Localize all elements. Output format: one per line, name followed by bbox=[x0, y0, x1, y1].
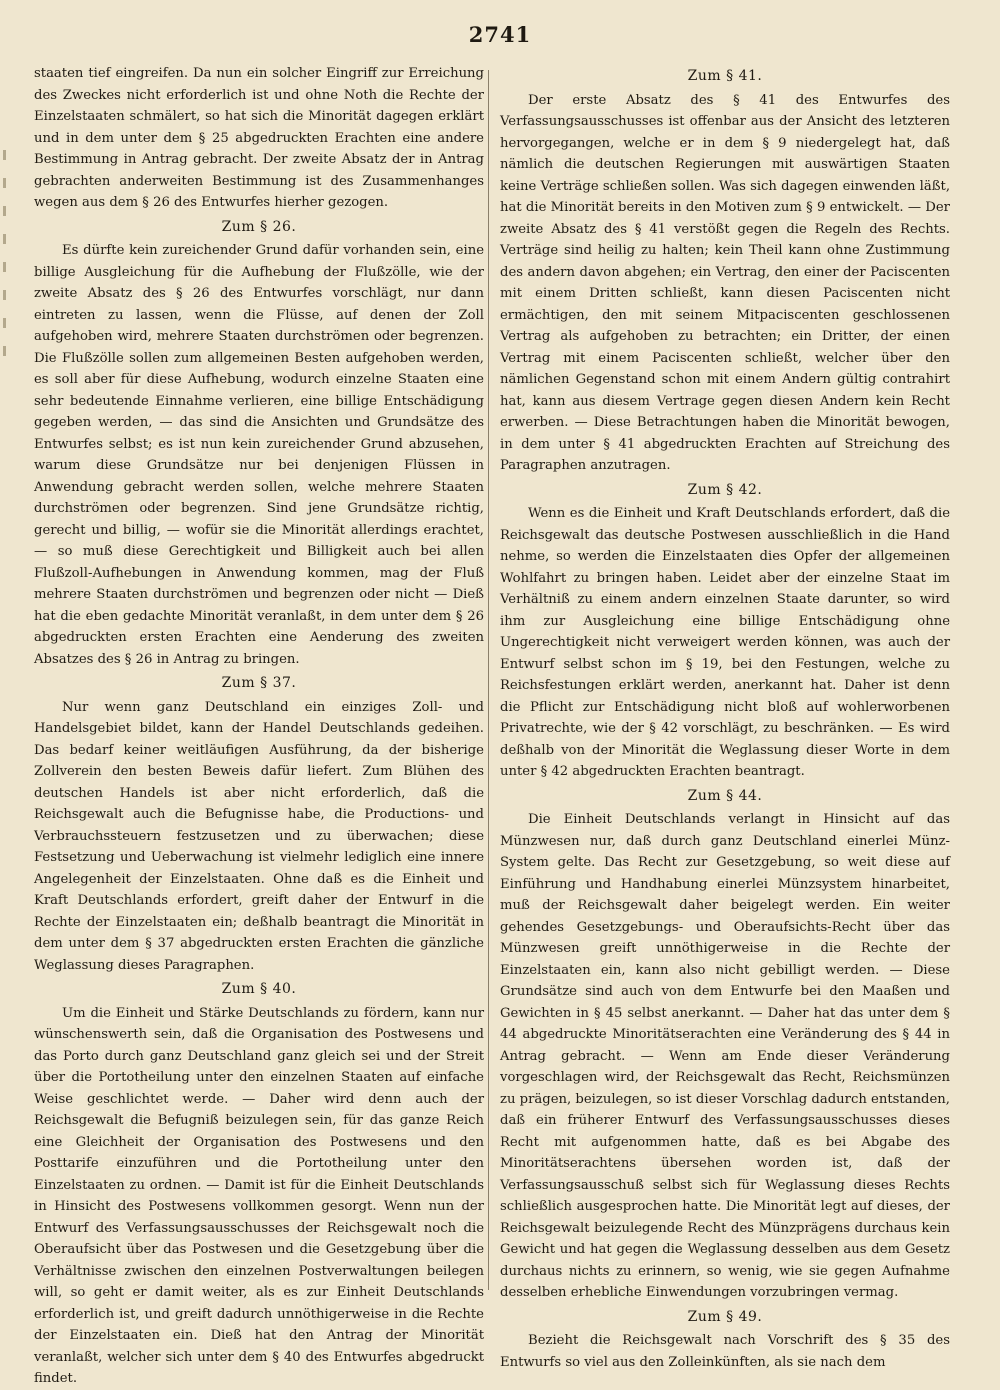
section-heading: Zum § 41. bbox=[687, 68, 763, 84]
paragraph: Der erste Absatz des § 41 des Entwurfes des Verfassungsausschusses ist offenbar aus der Ansicht des letzteren hervorgegangen, welche er in dem § 9 niedergelegt hat, daß nämlich die deutschen Regierungen mit auswärtigen Staaten keine Verträge schließen sollen. Was sich dagegen einwenden läßt, hat die Minorität bereits in den Motiven zum § 9 entwickelt. — Der zweite Absatz des § 41 verstößt gegen die Regeln des Rechts. Verträge sind heilig zu halten; kein Theil kann ohne Zustimmung des andern davon abgehen; ein Vertrag, den einer der Paciscenten mit einem Dritten schließt, kann diesen Paciscenten nicht ermächtigen, den mit seinem Mitpaciscenten geschlossenen Vertrag als aufgehoben zu betrachten; ein Dritter, der einen Vertrag mit einem Paciscenten schließt, welcher über den nämlichen Gegenstand schon mit einem Andern gültig contrahirt hat, kann aus diesem Vertrage gegen diesen Andern kein Recht erwerben. — Diese Betrachtungen haben die Minorität bewogen, in dem unter § 41 abgedruckten Erachten auf Streichung des Paragraphen anzutragen. bbox=[500, 92, 951, 473]
page-number: 2741 bbox=[468, 22, 532, 47]
scan-mark bbox=[3, 346, 6, 356]
margin-scan-marks bbox=[0, 150, 8, 670]
scan-mark bbox=[3, 206, 6, 216]
right-column bbox=[500, 63, 951, 1370]
left-column bbox=[34, 63, 484, 1386]
paragraph: Es dürfte kein zureichender Grund dafür vorhanden sein, eine billige Ausgleichung für die Aufhebung der Flußzölle, wie der zweite Absatz des § 26 des Entwurfes vorschlägt, nur dann eintreten zu lassen, wenn die Flüsse, auf denen der Zoll aufgehoben wird, mehrere Staaten durchströmen oder begrenzen. Die Flußzölle sollen zum allgemeinen Besten aufgehoben werden, es soll aber für diese Aufhebung, wodurch einzelne Staaten eine sehr bedeutende Einnahme verlieren, eine billige Entschädigung gegeben werden, — das sind die Ansichten und Grundsätze des Entwurfes selbst; es ist nun kein zureichender Grund abzusehen, warum diese Grundsätze nur bei denjenigen Flüssen in Anwendung gebracht werden sollen, welche mehrere Staaten durchströmen oder begrenzen. Sind jene Grundsätze richtig, gerecht und billig, — wofür sie die Minorität allerdings erachtet, — so muß diese Gerechtigkeit und Billigkeit auch bei allen Flußzoll-Aufhebungen in Anwendung kommen, mag der Fluß mehrere Staaten durchströmen und begrenzen oder nicht — Dieß hat die eben gedachte Minorität veranlaßt, in dem unter dem § 26 abgedruckten ersten Erachten eine Aenderung des zweiten Absatzes des § 26 in Antrag zu bringen. bbox=[34, 243, 484, 667]
paragraph: Bezieht die Reichsgewalt nach Vorschrift des § 35 des Entwurfs so viel aus den Zolleinkünften, als sie nach dem bbox=[500, 1333, 950, 1370]
column-divider bbox=[488, 70, 489, 1290]
scan-mark bbox=[3, 262, 6, 272]
paragraph: Wenn es die Einheit und Kraft Deutschlands erfordert, daß die Reichsgewalt das deutsche Postwesen ausschließlich in die Hand nehme, so werden die Einzelstaaten dies Opfer der allgemeinen Wohlfahrt zu bringen haben. Leidet aber der einzelne Staat im Verhältniß zu einem andern einzelnen Staate darunter, so wird ihm zur Ausgleichung eine billige Entschädigung ohne Ungerechtigkeit nicht verweigert werden können, was auch der Entwurf selbst schon im § 19, bei den Festungen, welche zu Reichsfestungen erklärt werden, anerkannt hat. Daher ist denn die Pflicht zur Entschädigung nicht bloß auf wohlerworbenen Privatrechte, wie der § 42 vorschlägt, zu beschränken. — Es wird deßhalb von der Minorität die Weglassung dieser Worte in dem unter § 42 abgedruckten Erachten beantragt. bbox=[500, 506, 950, 779]
section-heading: Zum § 42. bbox=[687, 481, 763, 498]
section-heading: Zum § 40. bbox=[221, 981, 297, 997]
scan-mark bbox=[3, 290, 6, 300]
scan-mark bbox=[3, 234, 6, 244]
section-heading: Zum § 37. bbox=[221, 675, 297, 691]
paragraph: Die Einheit Deutschlands verlangt in Hinsicht auf das Münzwesen nur, daß durch ganz Deutschland einerlei Münz-System gelte. Das Recht zur Gesetzgebung, so weit diese auf Einführung und Handhabung einerlei Münzsystem hinarbeitet, muß der Reichsgewalt daher beigelegt werden. Ein weiter gehendes Gesetzgebungs- und Oberaufsichts-Recht über das Münzwesen greift unnöthigerweise in die Rechte der Einzelstaaten ein, kann also nicht gebilligt werden. — Diese Grundsätze sind auch von dem Entwurfe bei den Maaßen und Gewichten in § 45 selbst anerkannt. — Daher hat das unter dem § 44 abgedruckte Minoritätserachten eine Veränderung des § 44 in Antrag gebracht. — Wenn am Ende dieser Veränderung vorgeschlagen wird, der Reichsgewalt das Recht, Reichsmünzen zu prägen, beizulegen, so ist dieser Vorschlag dadurch entstanden, daß ein früherer Entwurf des Verfassungsausschusses dieses Recht mit aufgenommen hatte, daß es bei Abgabe des Minoritätserachtens übersehen worden ist, daß der Verfassungsausschuß selbst sich für Weglassung dieses Rechts schließlich ausgesprochen hatte. Die Minorität legt auf dieses, der Reichsgewalt beizulegende Recht des Münzprägens durchaus kein Gewicht und hat gegen die Weglassung desselben aus dem Gesetz durchaus nichts zu erinnern, so wenig, wie sie gegen Aufnahme desselben erhebliche Einwendungen vorzubringen vermag. bbox=[500, 812, 950, 1300]
section-heading: Zum § 44. bbox=[687, 787, 763, 804]
scan-mark bbox=[3, 178, 6, 188]
scan-mark bbox=[3, 150, 6, 160]
paragraph: Nur wenn ganz Deutschland ein einziges Zoll- und Handelsgebiet bildet, kann der Handel Deutschlands gedeihen. Das bedarf keiner weitläufigen Ausführung, da der bisherige Zollverein den besten Beweis dafür liefert. Zum Blühen des deutschen Handels ist aber nicht erforderlich, daß die Reichsgewalt auch die Befugnisse habe, die Productions- und Verbrauchssteuern festzusetzen und zu überwachen; diese Festsetzung und Ueberwachung ist vielmehr lediglich eine innere Angelegenheit der Einzelstaaten. Ohne daß es die Einheit und Kraft Deutschlands erfordert, greift daher der Entwurf in die Rechte der Einzelstaaten ein; deßhalb beantragt die Minorität in dem unter dem § 37 abgedruckten ersten Erachten die gänzliche Weglassung dieses Paragraphen. bbox=[34, 699, 484, 973]
paragraph: Um die Einheit und Stärke Deutschlands zu fördern, kann nur wünschenswerth sein, daß die Organisation des Postwesens und das Porto durch ganz Deutschland ganz gleich sei und der Streit über die Portotheilung unter den einzelnen Staaten auf einfache Weise geschlichtet werde. — Daher wird denn auch der Reichsgewalt die Befugniß beizulegen sein, für das ganze Reich eine Gleichheit der Organisation des Postwesens und den Posttarife einzuführen und die Portotheilung unter den Einzelstaaten zu ordnen. — Damit ist für die Einheit Deutschlands in Hinsicht des Postwesens vollkommen gesorgt. Wenn nun der Entwurf des Verfassungsausschusses der Reichsgewalt noch die Oberaufsicht über das Postwesen und die Gesetzgebung über die Verhältnisse zwischen den einzelnen Postverwaltungen beilegen will, so geht er damit weiter, als es zur Einheit Deutschlands erforderlich ist, und greift dadurch unnöthigerweise in die Rechte der Einzelstaaten ein. Dieß hat den Antrag der Minorität veranlaßt, welcher sich unter dem § 40 des Entwurfes abgedruckt findet. bbox=[34, 1005, 484, 1386]
section-heading: Zum § 49. bbox=[687, 1308, 763, 1325]
section-heading: Zum § 26. bbox=[221, 218, 297, 235]
scan-mark bbox=[3, 318, 6, 328]
paragraph: staaten tief eingreifen. Da nun ein solcher Eingriff zur Erreichung des Zweckes nicht erforderlich ist und ohne Noth die Rechte der Einzelstaaten schmälert, so hat sich die Minorität dagegen erklärt und in dem unter dem § 25 abgedruckten Erachten eine andere Bestimmung in Antrag gebracht. Der zweite Absatz der in Antrag gebrachten anderweiten Bestimmung ist des Zusammenhanges wegen aus dem § 26 des Entwurfes hierher gezogen. bbox=[34, 66, 484, 210]
